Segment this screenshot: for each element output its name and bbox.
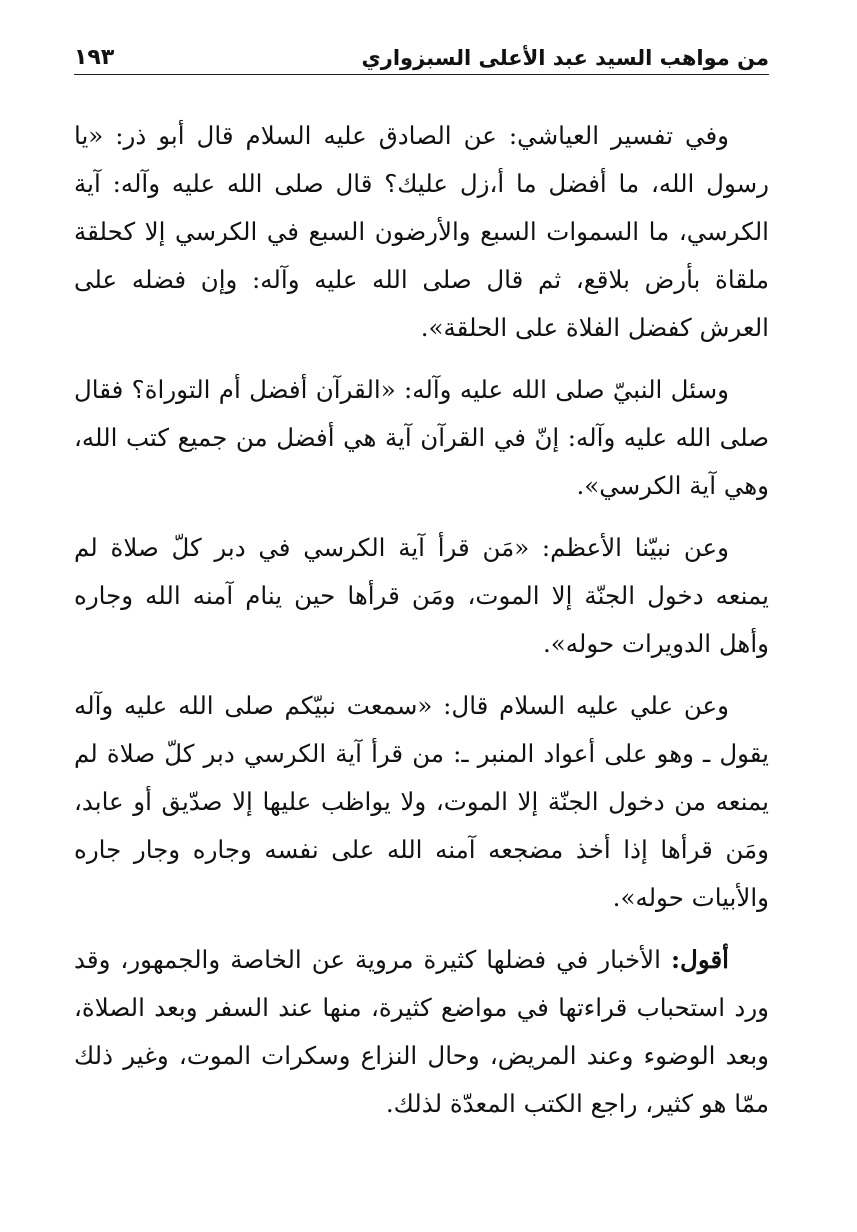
body-text [74, 112, 769, 1128]
paragraph-ayyashi-tafsir [74, 112, 769, 352]
running-header [74, 36, 769, 70]
running-title: من مواهب السيد عبد الأعلى السبزواري [361, 46, 769, 70]
paragraph-author-comment [74, 936, 769, 1128]
header-divider [74, 74, 769, 75]
paragraph-prophet-hadith [74, 524, 769, 668]
paragraph-text: الأخبار في فضلها كثيرة مروية عن الخاصة والجمهور، وقد ورد استحباب قراءتها في مواضع كثيرة، منها عند السفر وبعد الصلاة، وبعد الوضوء وعند المريض، وحال النزاع وسكرات الموت، وغير ذلك ممّا هو كثير، راجع الكتب المعدّة لذلك. [74, 945, 769, 1118]
paragraph-lead-word: أقول: [670, 945, 729, 974]
paragraph-text: وسئل النبيّ صلى الله عليه وآله: «القرآن أفضل أم التوراة؟ فقال صلى الله عليه وآله: إنّ في القرآن آية هي أفضل من جميع كتب الله، وهي آية الكرسي». [74, 375, 769, 500]
paragraph-ali-hadith [74, 682, 769, 922]
paragraph-text: وعن نبيّنا الأعظم: «مَن قرأ آية الكرسي في دبر كلّ صلاة لم يمنعه دخول الجنّة إلا الموت، ومَن قرأها حين ينام آمنه الله وجاره وأهل الدويرات حوله». [74, 533, 769, 658]
page-number: ١٩٣ [74, 45, 115, 70]
paragraph-text: وفي تفسير العياشي: عن الصادق عليه السلام قال أبو ذر: «يا رسول الله، ما أفضل ما أ،زل عليك؟ قال صلى الله عليه وآله: آية الكرسي، ما السموات السبع والأرضون السبع في الكرسي إلا كحلقة ملقاة بأرض بلاقع، ثم قال صلى الله عليه وآله: وإن فضله على العرش كفضل الفلاة على الحلقة». [74, 121, 769, 342]
paragraph-quran-torah [74, 366, 769, 510]
paragraph-text: وعن علي عليه السلام قال: «سمعت نبيّكم صلى الله عليه وآله يقول ـ وهو على أعواد المنبر ـ: من قرأ آية الكرسي دبر كلّ صلاة لم يمنعه من دخول الجنّة إلا الموت، ولا يواظب عليها إلا صدّيق أو عابد، ومَن قرأها إذا أخذ مضجعه آمنه الله على نفسه وجاره وجار جاره والأبيات حوله». [74, 691, 769, 912]
